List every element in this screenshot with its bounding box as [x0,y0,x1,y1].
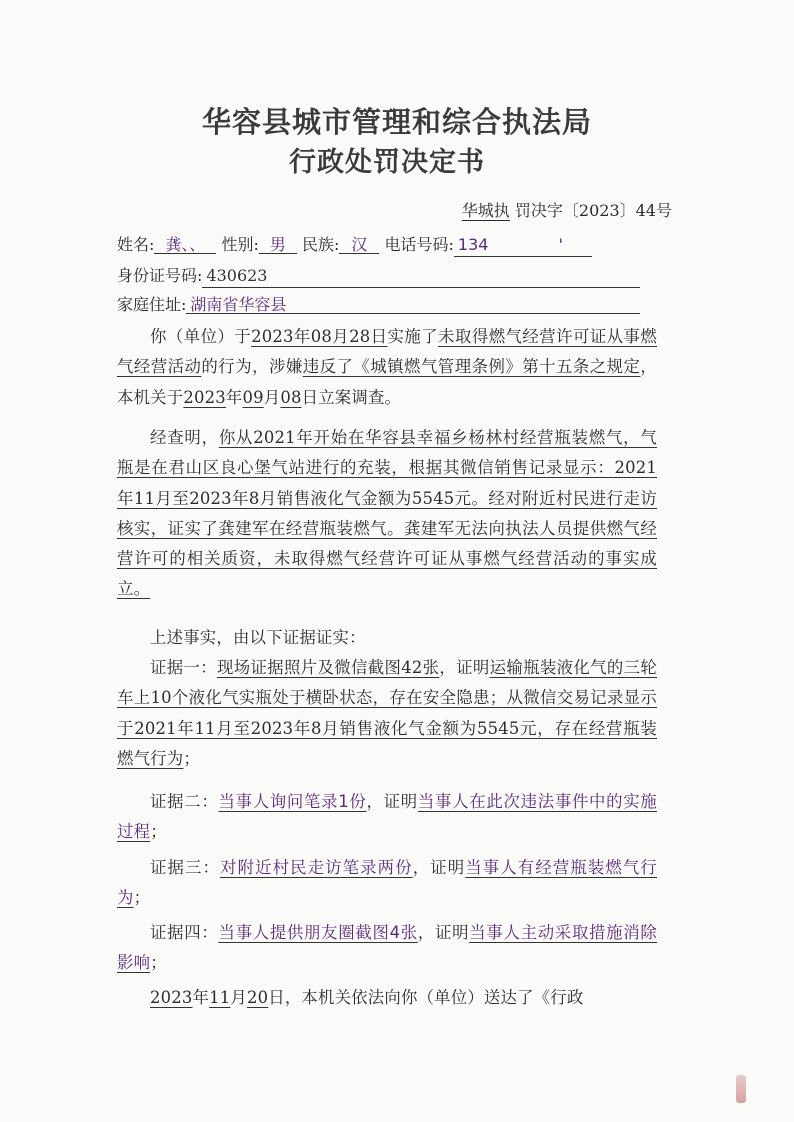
evidence-label: 证据一： [150,658,217,677]
id-value: 430623 [202,266,640,288]
evidence-connector: ，证明 [412,858,466,877]
ethnicity-label: 民族: [302,235,340,254]
service-month: 11 [209,988,231,1007]
evidence-end: ； [150,953,167,973]
evidence-item-desc: 对附近村民走访笔录两份 [220,858,413,877]
evidence-label: 证据三： [150,858,221,877]
evidence-connector: ，证明 [417,923,470,942]
service-year: 2023 [150,988,193,1007]
phone-tail: ' [558,235,563,254]
evidence-end: ； [150,822,167,842]
filing-day: 08 [280,387,302,407]
evidence-item-desc: 当事人提供朋友圈截图4张 [218,923,418,942]
p2-text-a: 经查明， [150,428,219,447]
address-label: 家庭住址: [117,295,187,314]
evidence-proof: 当事人有经营瓶装燃气行为 [117,858,657,908]
party-basic-info [117,232,592,257]
filing-month: 09 [242,387,264,407]
evidence-item-desc: 现场证据照片及微信截图42张 [217,658,440,677]
doc-number-value: 罚决字〔2023〕44号 [514,201,672,220]
p1-text-e: 年 [225,387,243,407]
phone-label: 电话号码: [384,235,454,254]
red-stamp-edge-mark [736,1075,746,1103]
phone-digits: 134 [457,235,489,254]
agency-title: 华容县城市管理和综合执法局 [201,105,592,139]
p8-text-b: 月 [230,988,247,1007]
doc-prefix: 华城执 [461,201,510,220]
gender-label: 性别: [221,235,259,254]
ethnicity-value: 汉 [339,232,379,254]
evidence-connector: ，证明 [366,792,418,811]
p1-text-f: 月 [263,387,281,407]
evidence-proof: 当事人在此次违法事件中的实施过程 [117,792,657,842]
evidence-item [117,787,657,848]
paragraph-case-filing [117,322,657,413]
document-type-title: 行政处罚决定书 [289,147,485,178]
findings-text: 你从2021年开始在华容县幸福乡杨林村经营瓶装燃气，气瓶是在君山区良心堡气站进行的充装，根据其微信销售记录显示：2021年11月至2023年8月销售液化气金额为5545元。经对附近村民进行走访核实，证实了龚建军在经营瓶装燃气。龚建军无法向执法人员提供燃气经营许可的相关质资，未取得燃气经营许可证从事燃气经营活动的事实成立。 [117,428,657,599]
violation-date: 2023年08月28日 [251,327,388,346]
p1-text-a: 你（单位）于 [150,327,252,346]
name-label: 姓名: [117,235,155,254]
evidence-proof: 运输瓶装液化气的三轮车上10个液化气实瓶处于横卧状态，存在安全隐患；从微信交易记录显示于2021年11月至2023年8月销售液化气金额为5545元，存在经营瓶装燃气行为 [117,658,657,768]
evidence-item [117,853,657,914]
phone-value [454,235,592,257]
paragraph-service-notice [117,983,657,1013]
evidence-label: 证据二： [150,792,219,811]
evidence-item-desc: 当事人询问笔录1份 [218,792,367,811]
p1-text-c: 的行为，涉嫌 [201,357,303,377]
evidence-connector: ，证明 [439,658,490,677]
id-label: 身份证号码: [117,266,203,285]
party-address-row [117,292,640,315]
violation-act: 未取得燃气经营许可证从事燃气经营活动 [117,327,657,377]
p1-text-d: ，本机关于 [117,357,658,407]
evidence-end: ； [133,888,151,908]
filing-year: 2023 [183,387,226,407]
address-value: 湖南省华容县 [186,292,640,314]
party-id-row [117,263,640,288]
evidence-item [117,653,657,774]
service-day: 20 [246,988,269,1007]
violated-law: 违反了《城镇燃气管理条例》第十五条之规定 [302,357,641,377]
p1-text-g: 日立案调查。 [301,387,402,407]
p1-text-b: 实施了 [387,327,439,346]
document-number [462,198,672,221]
p8-text-a: 年 [192,988,210,1007]
paragraph-evidence-intro: 上述事实，由以下证据证实： [150,628,366,647]
gender-value: 男 [259,232,297,254]
evidence-proof: 当事人主动采取措施消除影响 [117,923,657,973]
paragraph-findings [117,423,657,605]
evidence-item [117,918,657,979]
evidence-end: ； [183,748,200,768]
evidence-label: 证据四： [150,923,219,942]
name-value: 龚、、 [154,232,216,254]
p8-text-c: 日，本机关依法向你（单位）送达了《行政 [268,988,584,1007]
